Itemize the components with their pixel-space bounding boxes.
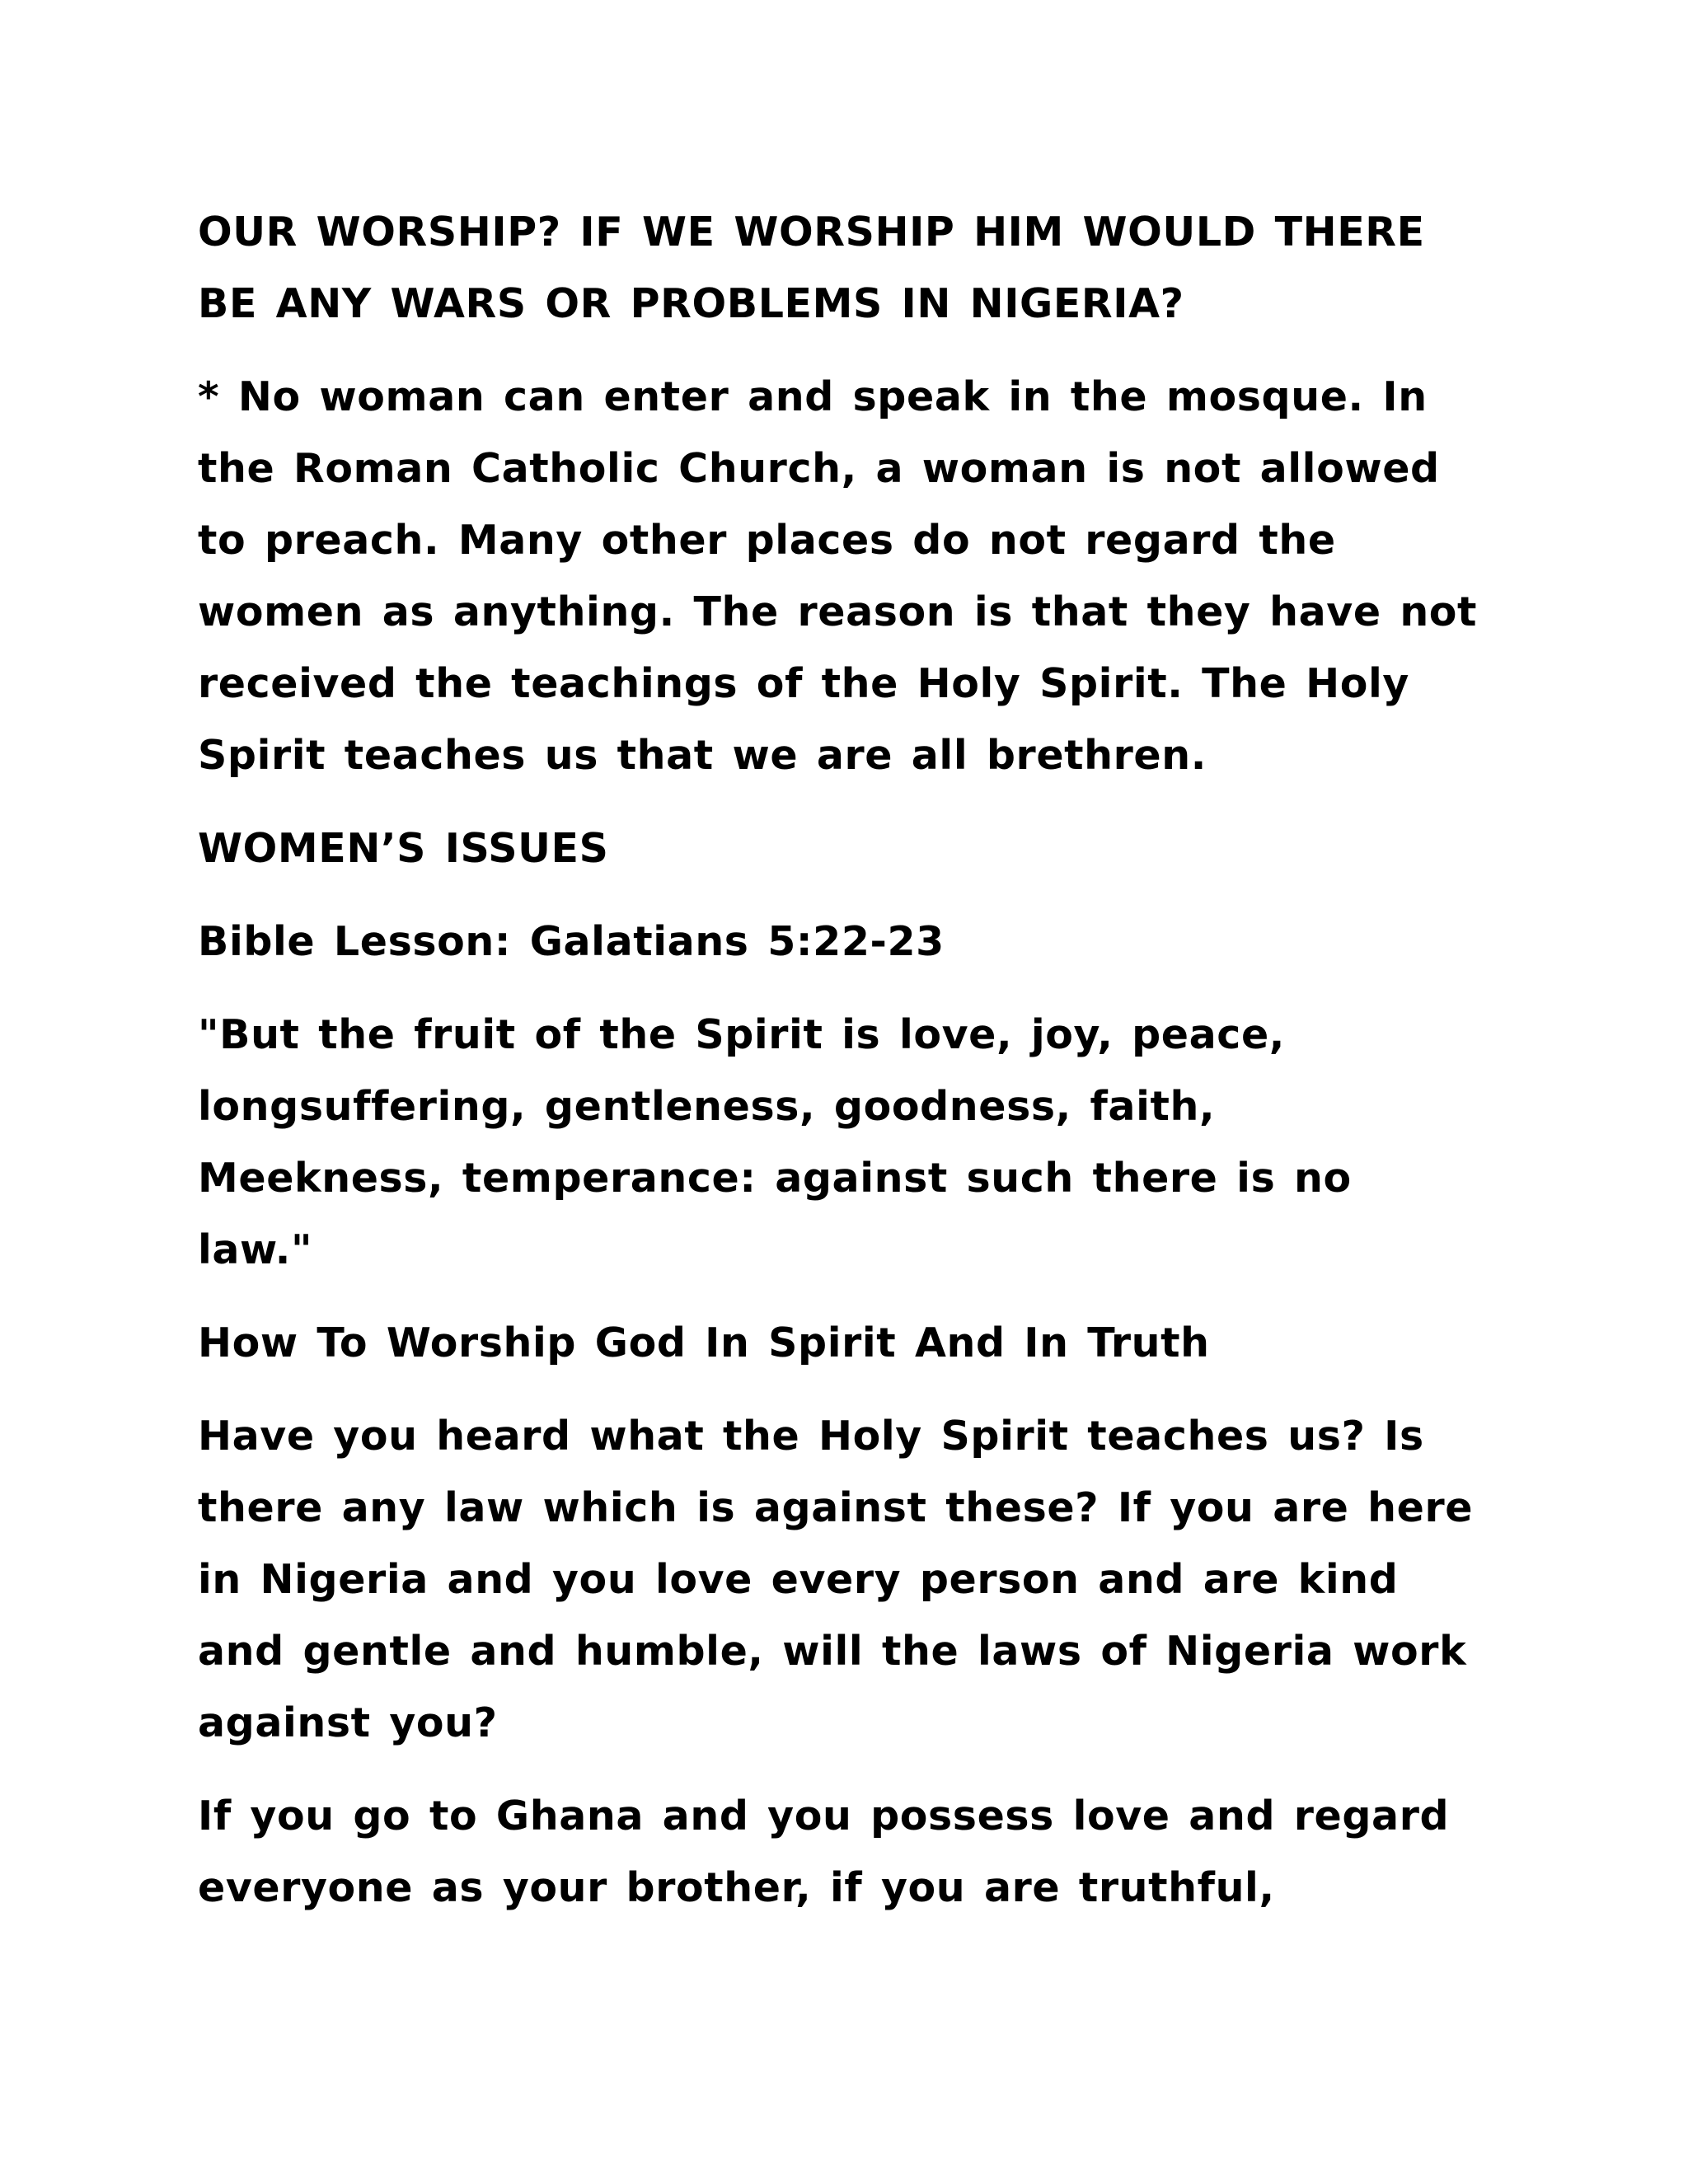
section-heading-womens-issues: WOMEN’S ISSUES [198, 825, 609, 872]
holy-spirit-teaching-paragraph: Have you heard what the Holy Spirit teaches us? Is there any law which is against these? If you are here in Nigeria and you love every person and are kind and gentle and humble, will the laws of Nigeria work against you? [198, 1413, 1474, 1746]
bible-quote-paragraph: "But the fruit of the Spirit is love, joy, peace, longsuffering, gentleness, goodness, faith, Meekness, temperance: against such there is no law." [198, 1011, 1352, 1273]
ghana-paragraph: If you go to Ghana and you possess love and regard everyone as your brother, if you are truthful, [198, 1793, 1450, 1911]
women-mosque-paragraph: * No woman can enter and speak in the mosque. In the Roman Catholic Church, a woman is not allowed to preach. Many other places do not regard the women as anything. The reason is that they have not received the teachings of the Holy Spirit. The Holy Spirit teaches us that we are all brethren. [198, 373, 1478, 779]
bible-lesson-reference: Bible Lesson: Galatians 5:22-23 [198, 918, 945, 965]
section-heading-worship: How To Worship God In Spirit And In Truth [198, 1319, 1210, 1366]
intro-question-paragraph: OUR WORSHIP? IF WE WORSHIP HIM WOULD THERE BE ANY WARS OR PROBLEMS IN NIGERIA? [198, 209, 1425, 327]
document-page [198, 196, 1500, 1945]
